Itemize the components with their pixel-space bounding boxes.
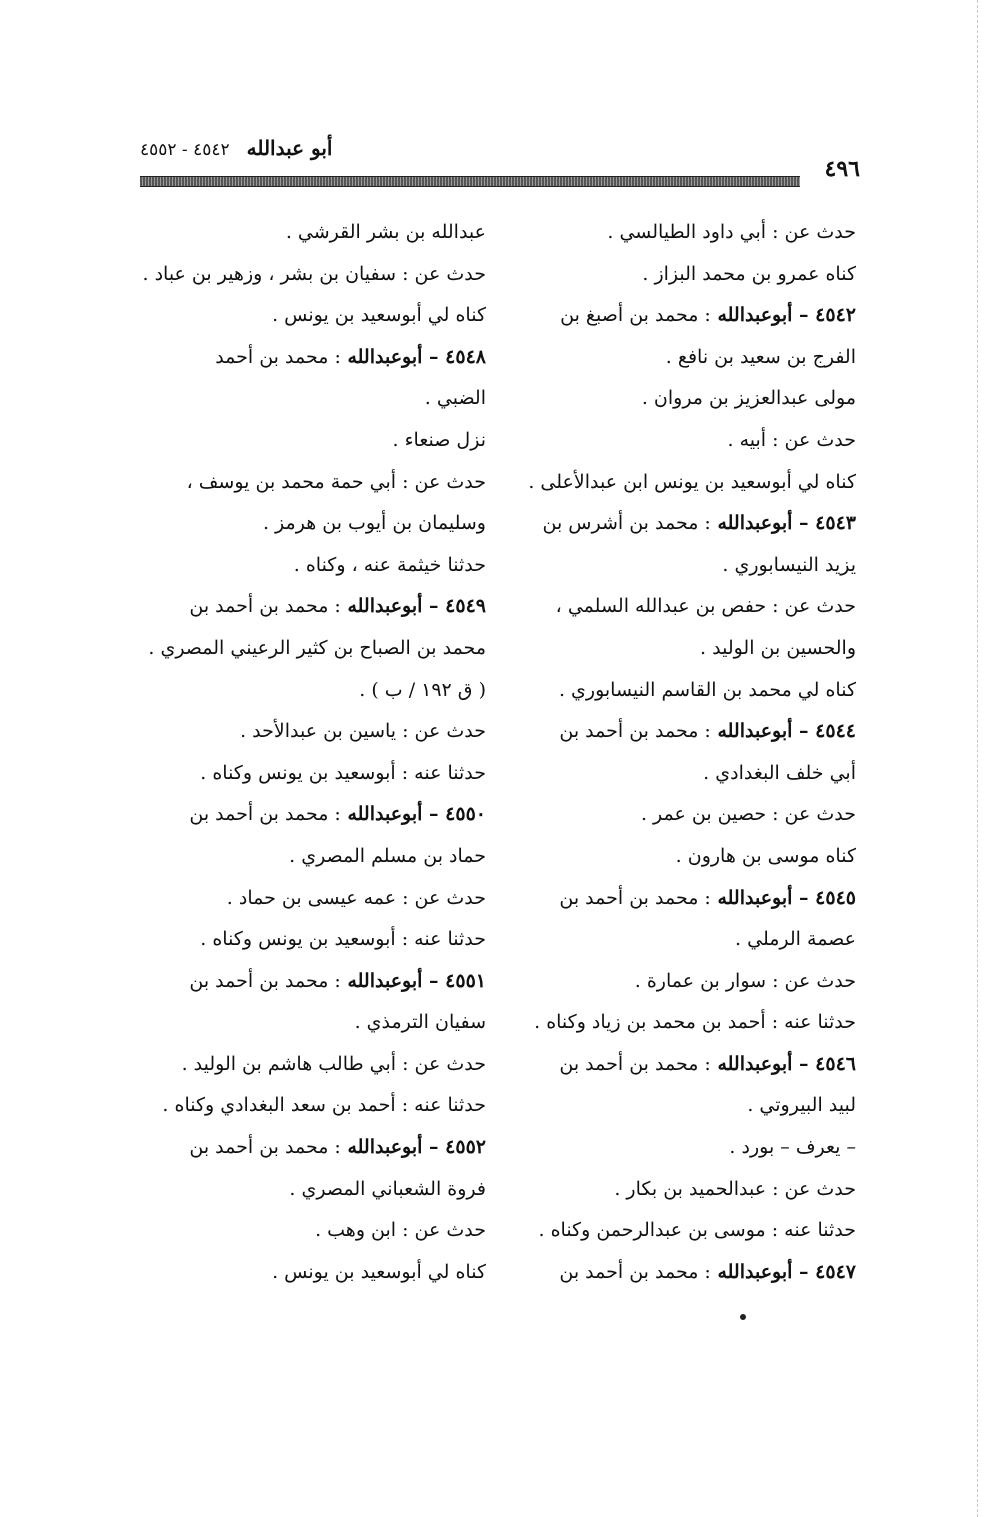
entry-heading-4552: [141, 1127, 486, 1169]
text-line: نزل صنعاء .: [392, 428, 486, 451]
text-line: حدث عن : حفص بن عبدالله السلمي ،: [555, 595, 856, 618]
entry-heading-label: ٤٥٤٢ – أبوعبدالله: [710, 304, 856, 327]
entry-heading-label: ٤٥٥٠ – أبوعبدالله: [340, 803, 486, 826]
text-line: كناه لي أبوسعيد بن يونس .: [272, 1260, 486, 1283]
text-line: حدث عن : حصين بن عمر .: [640, 803, 856, 826]
text-line: حدث عن : سوار بن عمارة .: [634, 969, 856, 992]
text-line: حدث عن : ياسين بن عبدالأحد .: [240, 720, 486, 743]
entry-heading-4547: [516, 1252, 856, 1294]
entry-heading-4548: [141, 337, 486, 379]
text-line: حماد بن مسلم المصري .: [289, 844, 486, 867]
text-line: حدث عن : عبدالحميد بن بكار .: [614, 1177, 856, 1200]
entry-heading-rest: : محمد بن أحمد بن: [559, 1260, 711, 1283]
text-line: وسليمان بن أيوب بن هرمز .: [262, 512, 486, 535]
entry-heading-label: ٤٥٤٥ – أبوعبدالله: [710, 886, 856, 909]
text-line: والحسين بن الوليد .: [700, 636, 856, 659]
ink-dot: [740, 1314, 746, 1320]
text-line: عبدالله بن بشر القرشي .: [285, 221, 486, 243]
text-line: سفيان الترمذي .: [354, 1011, 486, 1034]
running-title: [140, 136, 332, 160]
text-line: حدث عن : ابن وهب .: [315, 1219, 486, 1242]
text-line: فروة الشعباني المصري .: [289, 1177, 486, 1200]
text-line: – يعرف – بورد .: [729, 1136, 856, 1159]
entry-heading-rest: : محمد بن أحمد بن: [559, 886, 711, 909]
right-column: [516, 212, 856, 1293]
text-line: حدث عن : عمه عيسى بن حماد .: [226, 886, 486, 909]
text-line: حدثنا عنه : أبوسعيد بن يونس وكناه .: [200, 761, 486, 784]
entry-heading-rest: : محمد بن أحمد بن: [189, 969, 341, 992]
entry-heading-4546: [516, 1044, 856, 1086]
entry-heading-rest: : محمد بن أحمد بن: [189, 803, 341, 826]
text-line: حدث عن : أبي داود الطيالسي .: [607, 221, 856, 243]
entry-heading-label: ٤٥٤٤ – أبوعبدالله: [710, 720, 856, 743]
entry-heading-label: ٤٥٤٨ – أبوعبدالله: [340, 345, 486, 368]
text-line: كناه لي أبوسعيد بن يونس ابن عبدالأعلى .: [528, 470, 856, 493]
folio-reference: ( ق ١٩٢ / ب ) .: [359, 678, 486, 701]
page-number: ٤٩٦: [819, 156, 860, 182]
scan-edge: [977, 0, 978, 1517]
text-line: حدثنا عنه : أحمد بن سعد البغدادي وكناه .: [162, 1094, 486, 1117]
text-line: عصمة الرملي .: [735, 928, 856, 951]
running-title-name: أبو عبدالله: [246, 136, 333, 160]
text-line: يزيد النيسابوري .: [722, 553, 856, 576]
text-line: محمد بن الصباح بن كثير الرعيني المصري .: [148, 636, 486, 659]
text-line: حدث عن : أبي حمة محمد بن يوسف ،: [186, 470, 486, 493]
text-line: الفرج بن سعيد بن نافع .: [665, 345, 856, 368]
text-line: أبي خلف البغدادي .: [703, 761, 856, 784]
text-line: حدثنا عنه : موسى بن عبدالرحمن وكناه .: [538, 1219, 856, 1242]
header-rule: [140, 176, 800, 187]
text-line: كناه عمرو بن محمد البزاز .: [642, 262, 856, 285]
entry-heading-label: ٤٥٤٦ – أبوعبدالله: [710, 1052, 856, 1075]
entry-range: ٤٥٤٢ - ٤٥٥٢: [140, 140, 230, 160]
left-column: [141, 212, 486, 1293]
entry-heading-4545: [516, 878, 856, 920]
entry-heading-4543: [516, 503, 856, 545]
text-line: كناه لي محمد بن القاسم النيسابوري .: [558, 678, 856, 701]
entry-heading-rest: : محمد بن أحمد بن: [189, 595, 341, 618]
entry-heading-rest: : محمد بن أحمد بن: [559, 1052, 711, 1075]
entry-heading-4551: [141, 961, 486, 1003]
entry-heading-label: ٤٥٥١ – أبوعبدالله: [340, 969, 486, 992]
text-line: الضبي .: [424, 387, 486, 410]
entry-heading-label: ٤٥٤٣ – أبوعبدالله: [710, 512, 856, 535]
text-line: حدثنا عنه : أحمد بن محمد بن زياد وكناه .: [534, 1011, 856, 1034]
text-line: حدث عن : سفيان بن بشر ، وزهير بن عباد .: [142, 262, 486, 285]
text-line: حدثنا خيثمة عنه ، وكناه .: [293, 553, 486, 576]
entry-heading-rest: : محمد بن أحمد بن: [189, 1136, 341, 1159]
text-line: لبيد البيروتي .: [747, 1094, 856, 1117]
text-line: حدثنا عنه : أبوسعيد بن يونس وكناه .: [200, 928, 486, 951]
entry-heading-label: ٤٥٤٧ – أبوعبدالله: [710, 1260, 856, 1283]
entry-heading-4544: [516, 711, 856, 753]
entry-heading-label: ٤٥٤٩ – أبوعبدالله: [340, 595, 486, 618]
text-line: كناه لي أبوسعيد بن يونس .: [272, 304, 486, 327]
text-line: حدث عن : أبيه .: [727, 428, 856, 451]
text-line: حدث عن : أبي طالب هاشم بن الوليد .: [181, 1052, 486, 1075]
page-header: [140, 136, 860, 182]
entry-heading-rest: : محمد بن أشرس بن: [542, 512, 711, 535]
text-line: كناه موسى بن هارون .: [675, 844, 856, 867]
entry-heading-rest: : محمد بن أصبغ بن: [560, 304, 711, 327]
entry-heading-rest: : محمد بن أحمد بن: [559, 720, 711, 743]
entry-heading-label: ٤٥٥٢ – أبوعبدالله: [340, 1136, 486, 1159]
entry-heading-4550: [141, 794, 486, 836]
text-line: مولى عبدالعزيز بن مروان .: [641, 387, 856, 410]
entry-heading-4549: [141, 586, 486, 628]
entry-heading-4542: [516, 295, 856, 337]
entry-heading-rest: : محمد بن أحمد: [215, 345, 341, 368]
